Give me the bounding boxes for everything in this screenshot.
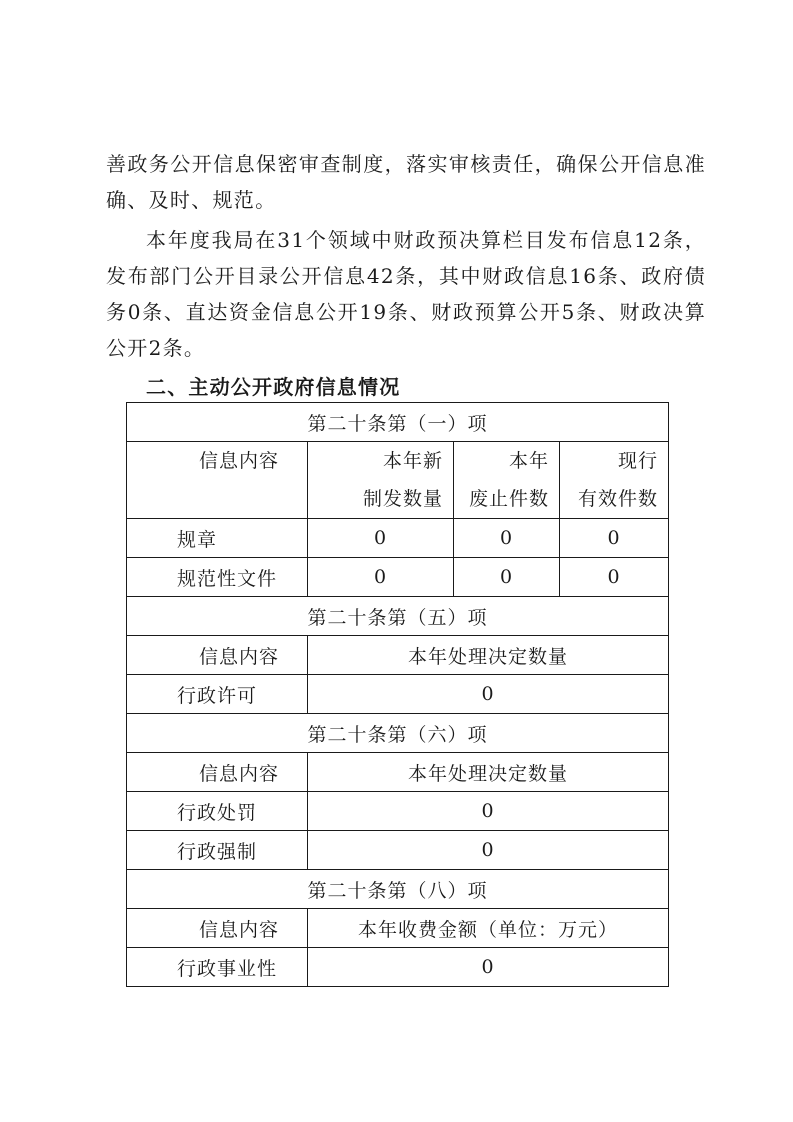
table-row bbox=[127, 558, 669, 597]
table-row bbox=[127, 519, 669, 558]
row-value: 0 bbox=[560, 519, 669, 558]
header-new-count bbox=[308, 442, 454, 519]
row-label: 行政事业性 bbox=[127, 948, 308, 987]
header-content: 信息内容 bbox=[127, 636, 308, 675]
row-value: 0 bbox=[308, 675, 669, 714]
table-header-row bbox=[127, 636, 669, 675]
body-paragraph: 善政务公开信息保密审查制度，落实审核责任，确保公开信息准确、及时、规范。 bbox=[106, 152, 706, 212]
row-label: 规章 bbox=[127, 519, 308, 558]
header-line: 本年 bbox=[508, 450, 549, 472]
section-title: 第二十条第（一）项 bbox=[127, 403, 669, 442]
row-value: 0 bbox=[308, 519, 454, 558]
row-value: 0 bbox=[454, 558, 560, 597]
table-section-title-row bbox=[127, 714, 669, 753]
row-value: 0 bbox=[308, 558, 454, 597]
section-heading: 二、主动公开政府信息情况 bbox=[146, 375, 401, 399]
row-label: 行政强制 bbox=[127, 831, 308, 870]
row-value: 0 bbox=[308, 948, 669, 987]
proactive-disclosure-table bbox=[126, 402, 669, 987]
header-content: 信息内容 bbox=[127, 753, 308, 792]
header-line: 现行 bbox=[618, 450, 659, 472]
header-content: 信息内容 bbox=[127, 442, 308, 519]
table-header-row bbox=[127, 909, 669, 948]
header-line: 废止件数 bbox=[468, 488, 549, 510]
row-value: 0 bbox=[308, 831, 669, 870]
table-header-row bbox=[127, 753, 669, 792]
header-valid-count bbox=[560, 442, 669, 519]
header-value: 本年处理决定数量 bbox=[308, 636, 669, 675]
section-title: 第二十条第（八）项 bbox=[127, 870, 669, 909]
header-content: 信息内容 bbox=[127, 909, 308, 948]
row-label: 行政处罚 bbox=[127, 792, 308, 831]
table-row bbox=[127, 675, 669, 714]
header-value: 本年收费金额（单位：万元） bbox=[308, 909, 669, 948]
header-value: 本年处理决定数量 bbox=[308, 753, 669, 792]
row-value: 0 bbox=[308, 792, 669, 831]
table-section-title-row bbox=[127, 597, 669, 636]
row-label: 规范性文件 bbox=[127, 558, 308, 597]
header-line: 制发数量 bbox=[362, 488, 443, 510]
header-line: 本年新 bbox=[382, 450, 443, 472]
row-value: 0 bbox=[560, 558, 669, 597]
table-row bbox=[127, 792, 669, 831]
table-section-title-row bbox=[127, 403, 669, 442]
section-title: 第二十条第（五）项 bbox=[127, 597, 669, 636]
body-paragraph: 本年度我局在31个领域中财政预决算栏目发布信息12条，发布部门公开目录公开信息42条，其中财政信息16条、政府债务0条、直达资金信息公开19条、财政预算公开5条、财政决算公开2条。 bbox=[106, 228, 706, 360]
table-row bbox=[127, 831, 669, 870]
table-row bbox=[127, 948, 669, 987]
row-value: 0 bbox=[454, 519, 560, 558]
row-label: 行政许可 bbox=[127, 675, 308, 714]
section-title: 第二十条第（六）项 bbox=[127, 714, 669, 753]
table-section-title-row bbox=[127, 870, 669, 909]
table-header-row bbox=[127, 442, 669, 519]
header-abolished-count bbox=[454, 442, 560, 519]
header-line: 有效件数 bbox=[578, 488, 659, 510]
